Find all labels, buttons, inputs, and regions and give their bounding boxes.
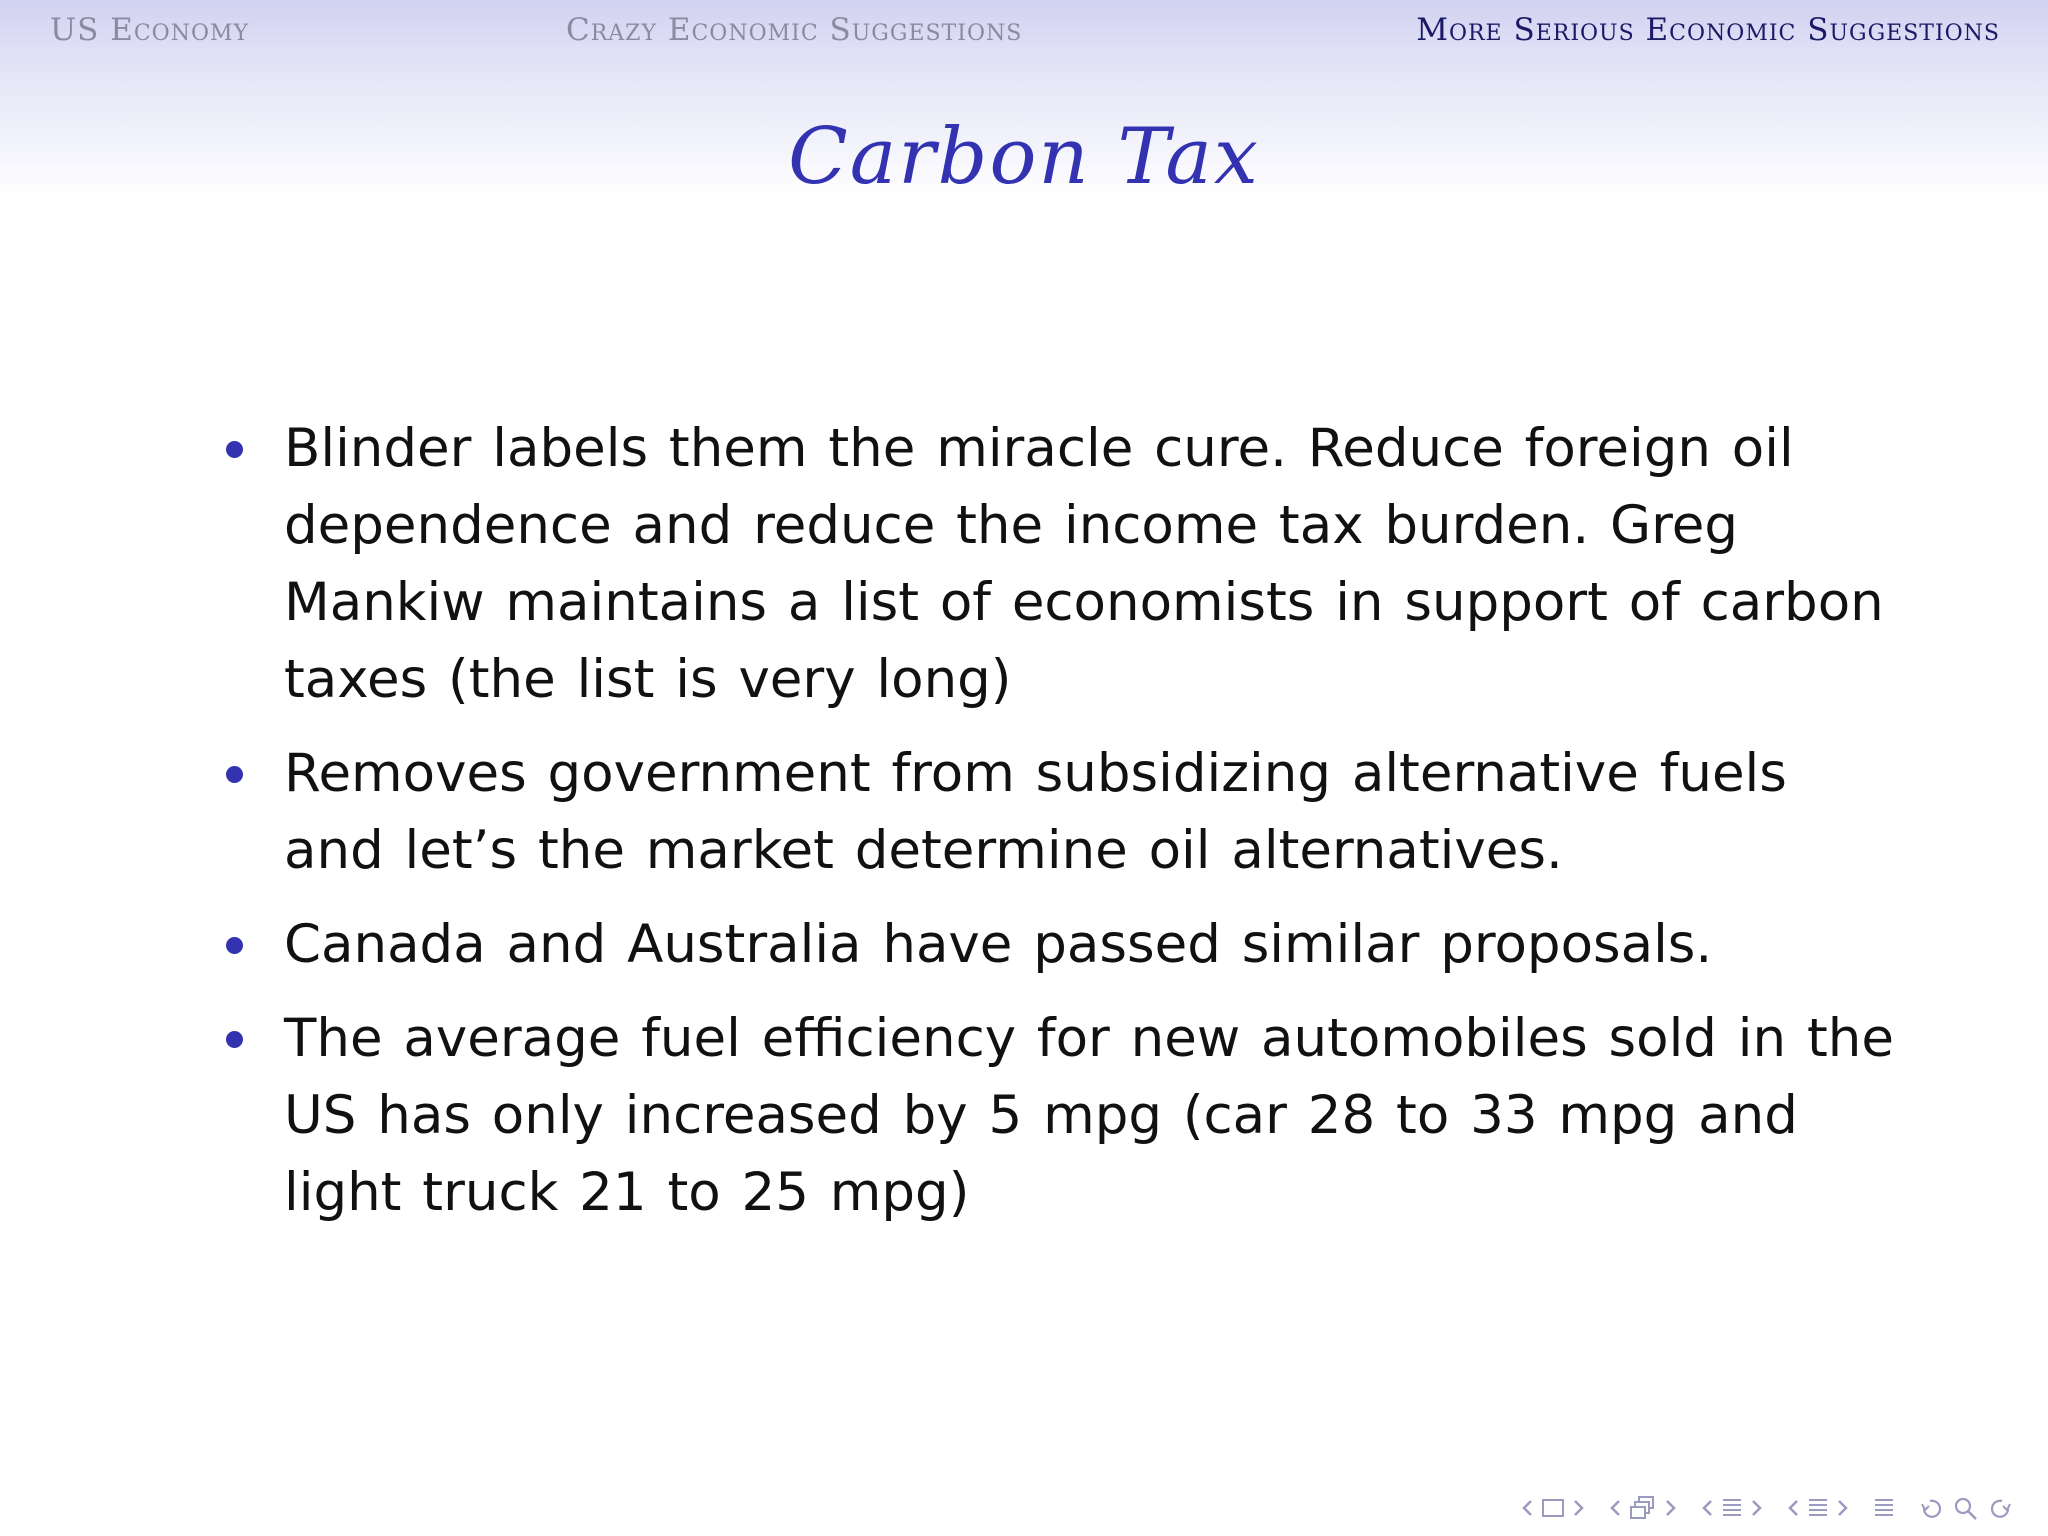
nav-section-serious-suggestions[interactable]: More Serious Economic Suggestions (1416, 12, 2000, 48)
appendix-icon[interactable] (1872, 1495, 1896, 1521)
slide-title: Carbon Tax (788, 112, 1260, 202)
bullet-item (218, 410, 1898, 718)
arrow-right-icon[interactable] (1836, 1498, 1850, 1518)
bullet-icon (226, 441, 243, 458)
bullet-item (218, 735, 1898, 889)
beamer-navigation-bar (1520, 1488, 2028, 1528)
bullet-item (218, 1000, 1898, 1231)
arrow-left-icon[interactable] (1520, 1498, 1534, 1518)
search-icon[interactable] (1952, 1495, 1980, 1521)
bullet-icon (226, 1031, 243, 1048)
nav-section-crazy-suggestions[interactable]: Crazy Economic Suggestions (566, 12, 1023, 48)
appendix-lines-icon (1872, 1495, 1896, 1521)
undo-icon[interactable] (1918, 1495, 1946, 1521)
nav-section-us-economy[interactable]: US Economy (50, 12, 250, 48)
redo-icon[interactable] (1986, 1495, 2014, 1521)
subsection-icon (1628, 1494, 1658, 1522)
bullet-text: The average fuel efficiency for new automobiles sold in the US has only increased by 5 mpg (car 28 to 33 mpg and light truck 21 to 25 mpg) (284, 1008, 1894, 1223)
arrow-right-icon[interactable] (1664, 1498, 1678, 1518)
frame-icon (1540, 1496, 1566, 1520)
presentation-nav-icon[interactable] (1786, 1495, 1850, 1521)
bullet-text: Canada and Australia have passed similar proposals. (284, 914, 1713, 975)
presentation-icon (1806, 1495, 1830, 1521)
arrow-left-icon[interactable] (1608, 1498, 1622, 1518)
section-nav-icon[interactable] (1700, 1495, 1764, 1521)
bullet-list (218, 410, 1898, 1248)
subsection-nav-icon[interactable] (1608, 1494, 1678, 1522)
bullet-icon (226, 937, 243, 954)
arrow-right-icon[interactable] (1750, 1498, 1764, 1518)
frame-nav-icon[interactable] (1520, 1496, 1586, 1520)
arrow-right-icon[interactable] (1572, 1498, 1586, 1518)
arrow-left-icon[interactable] (1700, 1498, 1714, 1518)
bullet-text: Blinder labels them the miracle cure. Reduce foreign oil dependence and reduce the income tax burden. Greg Mankiw maintains a list of economists in support of carbon taxes (the list is very long) (284, 418, 1884, 710)
bullet-item (218, 906, 1898, 983)
arrow-left-icon[interactable] (1786, 1498, 1800, 1518)
search-controls[interactable] (1918, 1495, 2014, 1521)
bullet-text: Removes government from subsidizing alternative fuels and let’s the market determine oil alternatives. (284, 743, 1787, 881)
section-icon (1720, 1495, 1744, 1521)
bullet-icon (226, 766, 243, 783)
